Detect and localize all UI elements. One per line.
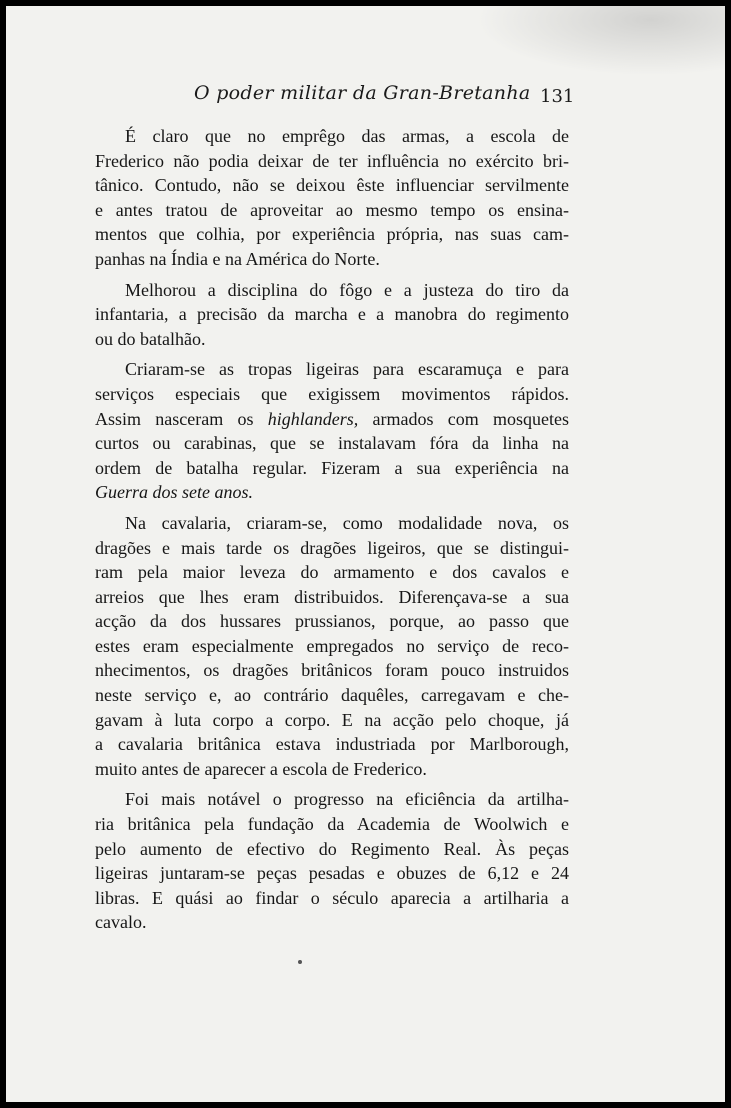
text-line: mentos que colhia, por experiência própria, nas suas cam- [95, 224, 569, 245]
text-line: Foi mais notável o progresso na eficiência da artilha- [125, 789, 569, 810]
guerra-title: Guerra dos sete anos. [95, 482, 253, 503]
scan-smudge [476, 6, 725, 76]
running-header [6, 80, 725, 110]
paragraph-3 [95, 357, 569, 505]
text-line: curtos ou carabinas, que se instalavam fóra da linha na [95, 433, 569, 454]
text-fragment: Assim nasceram os [95, 408, 268, 429]
text-line: Na cavalaria, criaram-se, como modalidade nova, os [125, 512, 569, 533]
text-line: arreios que lhes eram distribuidos. Diferençava-se a sua [95, 586, 569, 607]
text-line: infantaria, a precisão da marcha e a manobra do regimento [95, 304, 569, 325]
text-line: Frederico não podia deixar de ter influência no exército bri- [95, 150, 569, 171]
text-line: ligeiras juntaram-se peças pesadas e obuzes de 6,12 e 24 [95, 863, 569, 884]
text-line: cavalo. [95, 912, 147, 933]
text-line: ou do batalhão. [95, 328, 206, 349]
text-line-guerra [95, 480, 569, 505]
text-line-assim [95, 407, 569, 432]
paragraph-5 [95, 787, 569, 935]
text-line: nhecimentos, os dragões britânicos foram pouco instruidos [95, 660, 569, 681]
text-line: Criaram-se as tropas ligeiras para escaramuça e para [125, 359, 569, 380]
text-line: tânico. Contudo, não se deixou êste influenciar servilmente [95, 175, 569, 196]
paragraph-4 [95, 511, 569, 782]
text-line: a cavalaria britânica estava industriada por Marlborough, [95, 734, 569, 755]
text-line: muito antes de aparecer a escola de Frederico. [95, 758, 427, 779]
ink-speck [298, 960, 302, 964]
scanned-page [6, 6, 725, 1102]
text-line: pelo aumento de efectivo do Regimento Real. Às peças [95, 838, 569, 859]
text-line: ria britânica pela fundação da Academia de Woolwich e [95, 814, 569, 835]
paragraph-2 [95, 278, 569, 352]
text-line: neste serviço e, ao contrário daquêles, carregavam e che- [95, 685, 569, 706]
text-line: ram pela maior leveza do armamento e dos cavalos e [95, 562, 569, 583]
text-line: serviços especiais que exigissem movimentos rápidos. [95, 383, 569, 404]
running-title: O poder militar da Gran-Bretanha [194, 82, 531, 104]
text-line: libras. E quási ao findar o século aparecia a artilharia a [95, 887, 569, 908]
text-line: acção da dos hussares prussianos, porque, ao passo que [95, 611, 569, 632]
text-line: ordem de batalha regular. Fizeram a sua experiência na [95, 457, 569, 478]
text-line: É claro que no emprêgo das armas, a escola de [125, 126, 569, 146]
body-text [95, 124, 569, 935]
text-line: gavam à luta corpo a corpo. E na acção pelo choque, já [95, 709, 569, 730]
text-line: dragões e mais tarde os dragões ligeiros, que se distingui- [95, 537, 569, 558]
text-line: Melhorou a disciplina do fôgo e a justeza do tiro da [125, 279, 569, 300]
page-number: 131 [540, 86, 575, 107]
text-line: estes eram especialmente empregados no serviço de reco- [95, 635, 569, 656]
text-line: e antes tratou de aproveitar ao mesmo tempo os ensina- [95, 199, 569, 220]
paragraph-1 [95, 124, 569, 272]
text-line: panhas na Índia e na América do Norte. [95, 248, 380, 269]
text-fragment: armados com mosquetes [358, 408, 569, 429]
highlanders-term: highlanders, [267, 408, 359, 429]
